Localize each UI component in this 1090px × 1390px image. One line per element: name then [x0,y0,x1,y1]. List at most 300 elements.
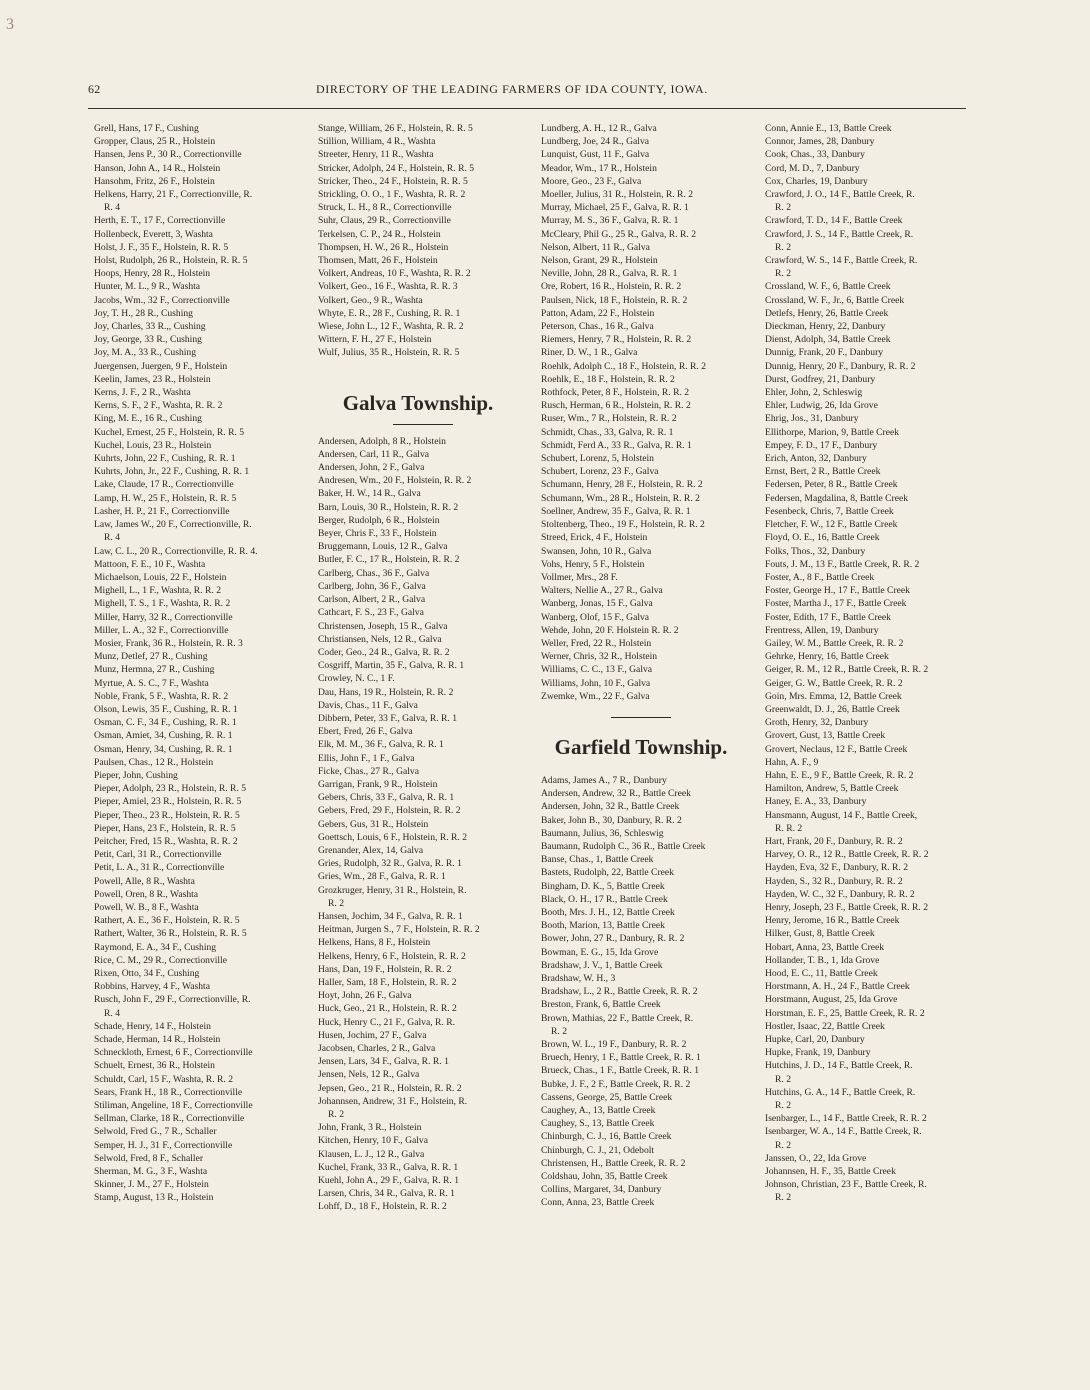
directory-entry: Ellithorpe, Marion, 9, Battle Creek [765,426,900,438]
directory-entry: Stricker, Adolph, 24 F., Holstein, R. R. 5 [318,162,475,174]
garfield-top-rule [611,717,671,718]
directory-entry: Grell, Hans, 17 F., Cushing [94,123,199,134]
directory-entry: Andersen, John, 32 R., Battle Creek [541,801,680,813]
directory-entry: Hart, Frank, 20 F., Danbury, R. R. 2 [765,835,903,847]
directory-entry: Carlson, Albert, 2 R., Galva [318,594,426,606]
directory-entry: Joy, George, 33 R., Cushing [94,334,202,346]
directory-entry: Lamp, H. W., 25 F., Holstein, R. R. 5 [94,492,237,504]
directory-entry: Myrtue, A. S. C., 7 F., Washta [94,677,209,689]
directory-entry: Suhr, Claus, 29 R., Correctionville [318,215,451,227]
directory-entry: McCleary, Phil G., 25 R., Galva, R. R. 2 [541,228,696,240]
directory-entry: Dunnig, Henry, 20 F., Danbury, R. R. 2 [765,360,916,372]
galva-township-list [318,435,528,1214]
directory-entry: Stamp, August, 13 R., Holstein [94,1192,214,1204]
directory-entry: Ehler, Ludwig, 26, Ida Grove [765,400,878,412]
directory-entry: Henry, Jerome, 16 R., Battle Creek [765,915,900,927]
directory-entry: Booth, Marion, 13, Battle Creek [541,920,665,932]
directory-entry: Ernst, Bert, 2 R., Battle Creek [765,466,881,478]
directory-entry: R. 2 [775,1192,791,1204]
directory-entry: Dau, Hans, 19 R., Holstein, R. R. 2 [318,686,454,698]
directory-entry: R. 2 [328,897,344,909]
directory-entry: Noble, Frank, 5 F., Washta, R. R. 2 [94,690,229,702]
directory-entry: Holst, Rudolph, 26 R., Holstein, R. R. 5 [94,255,248,267]
directory-entry: Janssen, O., 22, Ida Grove [765,1152,867,1164]
directory-entry: Grenander, Alex, 14, Galva [318,844,424,856]
directory-entry: Hayden, S., 32 R., Danbury, R. R. 2 [765,875,903,887]
directory-entry: Williams, C. C., 13 F., Galva [541,664,653,676]
directory-entry: Detlefs, Henry, 26, Battle Creek [765,307,889,319]
directory-entry: Kuhrts, John, Jr., 22 F., Cushing, R. R. 1 [94,466,250,478]
directory-entry: Lundberg, Joe, 24 R., Galva [541,136,649,148]
directory-entry: Gropper, Claus, 25 R., Holstein [94,136,216,148]
directory-entry: Hans, Dan, 19 F., Holstein, R. R. 2 [318,963,452,975]
directory-entry: Foster, Martha J., 17 F., Battle Creek [765,598,907,610]
directory-entry: R. 4 [104,532,120,544]
directory-entry: Powell, W. B., 8 F., Washta [94,901,199,913]
directory-entry: Geiger, G. W., Battle Creek, R. R. 2 [765,677,903,689]
directory-entry: Keelin, James, 23 R., Holstein [94,373,211,385]
directory-entry: Riemers, Henry, 7 R., Holstein, R. R. 2 [541,334,692,346]
directory-entry: Ellis, John F., 1 F., Galva [318,752,415,764]
directory-entry: Crawford, J. O., 14 F., Battle Creek, R. [765,189,915,201]
directory-entry: Powell, Oren, 8 R., Washta [94,888,199,900]
directory-entry: Crossland, W. F., Jr., 6, Battle Creek [765,294,905,306]
directory-entry: Empey, F. D., 17 F., Danbury [765,439,878,451]
directory-entry: Baumann, Rudolph C., 36 R., Battle Creek [541,840,706,852]
directory-entry: Stricker, Theo., 24 F., Holstein, R. R. 5 [318,175,468,187]
directory-entry: Law, C. L., 20 R., Correctionville, R. R. 4. [94,545,258,557]
directory-entry: R. R. 2 [775,822,803,834]
directory-entry: R. 2 [775,268,791,280]
directory-entry: Hutchins, G. A., 14 F., Battle Creek, R. [765,1086,916,1098]
directory-entry: Wehde, John, 20 F. Holstein R. R. 2 [541,624,679,636]
directory-entry: Jensen, Lars, 34 F., Galva, R. R. 1 [318,1056,449,1068]
directory-entry: Kerns, J. F., 2 R., Washta [94,387,191,399]
directory-entry: Munz, Hermna, 27 R., Cushing [94,664,215,676]
directory-entry: Rathert, A. E., 36 F., Holstein, R. R. 5 [94,915,240,927]
directory-entry: Patton, Adam, 22 F., Holstein [541,307,655,319]
directory-entry: King, M. E., 16 R., Cushing [94,413,202,425]
directory-entry: Helkens, Hans, 8 F., Holstein [318,937,431,949]
directory-entry: Horstmann, A. H., 24 F., Battle Creek [765,981,910,993]
directory-entry: Schuldt, Carl, 15 F., Washta, R. R. 2 [94,1073,233,1085]
directory-entry: Cook, Chas., 33, Danbury [765,149,865,161]
directory-entry: Schubert, Lorenz, 23 F., Galva [541,466,659,478]
directory-entry: Bradshaw, J. V., 1, Battle Creek [541,959,663,971]
directory-entry: Hobart, Anna, 23, Battle Creek [765,941,885,953]
directory-entry: Christensen, Joseph, 15 R., Galva [318,620,448,632]
directory-entry: R. 2 [328,1109,344,1121]
directory-entry: Hollander, T. B., 1, Ida Grove [765,954,880,966]
directory-entry: Klausen, L. J., 12 R., Galva [318,1148,425,1160]
directory-entry: Hansohm, Fritz, 26 F., Holstein [94,175,215,187]
directory-entry: Moore, Geo., 23 F., Galva [541,175,642,187]
directory-entry: Grovert, Neclaus, 12 F., Battle Creek [765,743,908,755]
directory-entry: Paulsen, Chas., 12 R., Holstein [94,756,214,768]
directory-entry: Bradshaw, W. H., 3 [541,972,616,984]
directory-entry: Hupke, Carl, 20, Danbury [765,1034,865,1046]
directory-entry: Lasher, H. P., 21 F., Correctionville [94,505,230,517]
directory-entry: Floyd, O. E., 16, Battle Creek [765,532,880,544]
directory-entry: Federsen, Peter, 8 R., Battle Creek [765,479,898,491]
directory-entry: Dienst, Adolph, 34, Battle Creek [765,334,891,346]
directory-entry: Michaelson, Louis, 22 F., Holstein [94,571,227,583]
galva-township-heading: Galva Township. [342,390,494,415]
directory-entry: Bingham, D. K., 5, Battle Creek [541,880,665,892]
directory-entry: Volkert, Andreas, 10 F., Washta, R. R. 2 [318,268,471,280]
directory-entry: Holst, J. F., 35 F., Holstein, R. R. 5 [94,241,229,253]
directory-entry: Murray, Michael, 25 F., Galva, R. R. 1 [541,202,689,214]
directory-entry: Andersen, Adolph, 8 R., Holstein [318,435,446,447]
directory-entry: Roehlk, Adolph C., 18 F., Holstein, R. R. 2 [541,360,707,372]
directory-entry: Grovert, Gust, 13, Battle Creek [765,730,886,742]
directory-entry: Erich, Anton, 32, Danbury [765,453,867,465]
directory-entry: Strickling, O. O., 1 F., Washta, R. R. 2 [318,189,466,201]
directory-entry: Wittern, F. H., 27 F., Holstein [318,334,432,346]
directory-entry: Baker, H. W., 14 R., Galva [318,488,421,500]
directory-entry: Foster, Edith, 17 F., Battle Creek [765,611,891,623]
directory-entry: Garrigan, Frank, 9 R., Holstein [318,778,438,790]
directory-entry: Beyer, Chris F., 33 F., Holstein [318,528,437,540]
directory-entry: Walters, Nellie A., 27 R., Galva [541,585,663,597]
directory-entry: Wanberg, Jonas, 15 F., Galva [541,598,653,610]
directory-entry: Streeter, Henry, 11 R., Washta [318,149,434,161]
directory-entry: Banse, Chas., 1, Battle Creek [541,854,654,866]
directory-entry: Streed, Erick, 4 F., Holstein [541,532,648,544]
directory-entry: Schumann, Henry, 28 F., Holstein, R. R. 2 [541,479,703,491]
directory-entry: Meador, Wm., 17 R., Holstein [541,162,657,174]
directory-entry: Heitman, Jurgen S., 7 F., Holstein, R. R. 2 [318,924,480,936]
directory-entry: Coldshau, John, 35, Battle Creek [541,1171,668,1183]
directory-entry: John, Frank, 3 R., Holstein [318,1122,422,1134]
directory-entry: Chinburgh, C. J., 16, Battle Creek [541,1131,672,1143]
directory-entry: Jepsen, Geo., 21 R., Holstein, R. R. 2 [318,1082,462,1094]
directory-entry: Whyte, E. R., 28 F., Cushing, R. R. 1 [318,307,461,319]
directory-entry: Berger, Rudolph, 6 R., Holstein [318,514,440,526]
directory-entry: Hahn, E. E., 9 F., Battle Creek, R. R. 2 [765,769,914,781]
column-4 [765,122,975,1205]
garfield-township-heading: Garfield Township. [554,734,728,759]
directory-entry: Jensen, Nels, 12 R., Galva [318,1069,420,1081]
directory-entry: Gehrke, Henry, 16, Battle Creek [765,651,889,663]
header-rule [88,108,966,109]
directory-entry: Schumann, Wm., 28 R., Holstein, R. R. 2 [541,492,700,504]
directory-entry: Paulsen, Nick, 18 F., Holstein, R. R. 2 [541,294,688,306]
directory-entry: Helkens, Henry, 6 F., Holstein, R. R. 2 [318,950,466,962]
column-1 [94,122,304,1205]
directory-entry: Helkens, Harry, 21 F., Correctionville, R. [94,189,253,201]
directory-entry: Thompsen, H. W., 26 R., Holstein [318,241,449,253]
directory-entry: Hansen, Jens P., 30 R., Correctionville [94,149,242,161]
directory-entry: Nelson, Albert, 11 R., Galva [541,241,650,253]
directory-entry: Haller, Sam, 18 F., Holstein, R. R. 2 [318,976,457,988]
directory-entry: Federsen, Magdalina, 8, Battle Creek [765,492,909,504]
directory-entry: Roehlk, E., 18 F., Holstein, R. R. 2 [541,373,675,385]
directory-entry: Durst, Godfrey, 21, Danbury [765,373,876,385]
column-3 [541,122,751,1210]
directory-entry: Johannsen, H. F., 35, Battle Creek [765,1166,896,1178]
directory-entry: Osman, C. F., 34 F., Cushing, R. R. 1 [94,717,237,729]
directory-entry: Vollmer, Mrs., 28 F. [541,571,618,583]
directory-entry: Foster, A., 8 F., Battle Creek [765,571,875,583]
page-number: 62 [88,82,101,96]
directory-entry: Wiese, John L., 12 F., Washta, R. R. 2 [318,321,464,333]
directory-entry: Davis, Chas., 11 F., Galva [318,699,418,711]
directory-entry: Breston, Frank, 6, Battle Creek [541,999,661,1011]
directory-entry: Brown, W. L., 19 F., Danbury, R. R. 2 [541,1039,687,1050]
directory-entry: Caughey, A., 13, Battle Creek [541,1105,656,1117]
directory-entry: Isenbarger, W. A., 14 F., Battle Creek, R. [765,1126,922,1138]
directory-entry: Frentress, Allen, 19, Danbury [765,624,879,636]
directory-entry: Barn, Louis, 30 R., Holstein, R. R. 2 [318,501,459,513]
directory-entry: Andersen, Carl, 11 R., Galva [318,448,430,460]
directory-entry: Kitchen, Henry, 10 F., Galva [318,1135,428,1147]
directory-entry: Cord, M. D., 7, Danbury [765,162,860,174]
directory-entry: Gries, Wm., 28 F., Galva, R. R. 1 [318,871,446,883]
directory-entry: Fletcher, F. W., 12 F., Battle Creek [765,519,898,531]
margin-pencil-mark: 3 [6,16,14,33]
directory-entry: Andersen, John, 2 F., Galva [318,462,425,474]
directory-entry: Carlberg, Chas., 36 F., Galva [318,567,430,579]
directory-entry: Hupke, Frank, 19, Danbury [765,1047,871,1059]
directory-entry: Schmidt, Ferd A., 33 R., Galva, R. R. 1 [541,439,692,451]
directory-entry: Connor, James, 28, Danbury [765,136,875,148]
directory-entry: Caughey, S., 13, Battle Creek [541,1118,655,1130]
directory-entry: Ehrig, Jos., 31, Danbury [765,413,859,425]
directory-entry: Huck, Henry C., 21 F., Galva, R. R. [318,1016,455,1028]
directory-entry: Bubke, J. F., 2 F., Battle Creek, R. R. 2 [541,1078,691,1090]
directory-entry: Peterson, Chas., 16 R., Galva [541,321,654,333]
directory-entry: Elk, M. M., 36 F., Galva, R. R. 1 [318,739,444,751]
directory-entry: Stiliman, Angeline, 18 F., Correctionville [94,1100,253,1112]
directory-entry: Sherman, M. G., 3 F., Washta [94,1166,208,1178]
directory-entry: Bradshaw, L., 2 R., Battle Creek, R. R. 2 [541,986,698,998]
directory-entry: Mattoon, F. E., 10 F., Washta [94,558,206,570]
directory-entry: Stillion, William, 4 R., Washta [318,136,436,148]
directory-entry: Mosier, Frank, 36 R., Holstein, R. R. 3 [94,637,243,649]
directory-entry: Dibbern, Peter, 33 F., Galva, R. R. 1 [318,712,458,724]
directory-entry: Dieckman, Henry, 22, Danbury [765,321,886,333]
directory-entry: Rixen, Otto, 34 F., Cushing [94,968,200,979]
directory-entry: Nelson, Grant, 29 R., Holstein [541,255,658,267]
directory-entry: Kuchel, Ernest, 25 F., Holstein, R. R. 5 [94,426,245,438]
directory-entry: Sears, Frank H., 18 R., Correctionville [94,1086,243,1098]
directory-entry: Struck, L. H., 8 R., Correctionville [318,202,452,214]
directory-entry: Johannsen, Andrew, 31 F., Holstein, R. [318,1095,468,1107]
directory-entry: Baumann, Julius, 36, Schleswig [541,827,664,839]
directory-entry: Schneckloth, Ernest, 6 F., Correctionville [94,1047,253,1059]
directory-entry: Lake, Claude, 17 R., Correctionville [94,479,234,491]
directory-entry: Hood, E. C., 11, Battle Creek [765,968,878,979]
directory-entry: Hostler, Isaac, 22, Battle Creek [765,1020,885,1032]
directory-entry: Chinburgh, C. J., 21, Odebolt [541,1144,655,1156]
directory-entry: Hansen, Jochim, 34 F., Galva, R. R. 1 [318,910,463,922]
directory-entry: Lohff, D., 18 F., Holstein, R. R. 2 [318,1201,447,1213]
directory-entry: Bower, John, 27 R., Danbury, R. R. 2 [541,933,685,945]
directory-entry: Lunquist, Gust, 11 F., Galva [541,149,650,161]
directory-entry: Schuelt, Ernest, 36 R., Holstein [94,1060,215,1072]
directory-entry: Adams, James A., 7 R., Danbury [541,774,667,786]
directory-entry: Jacobsen, Charles, 2 R., Galva [318,1043,436,1054]
directory-entry: Schade, Herman, 14 R., Holstein [94,1034,221,1046]
garfield-township-list [541,774,751,1210]
directory-entry: Ehler, John, 2, Schleswig [765,387,863,399]
directory-entry: Werner, Chris, 32 R., Holstein [541,651,658,663]
directory-entry: Fesenbeck, Chris, 7, Battle Creek [765,505,894,517]
directory-entry: Haney, E. A., 33, Danbury [765,796,867,808]
directory-entry: Weller, Fred, 22 R., Holstein [541,637,652,649]
directory-entry: Gebers, Chris, 33 F., Galva, R. R. 1 [318,792,455,804]
directory-entry: Schade, Henry, 14 F., Holstein [94,1020,211,1032]
directory-entry: Skinner, J. M., 27 F., Holstein [94,1179,209,1191]
directory-entry: Selwold, Fred, 8 F., Schaller [94,1152,204,1164]
directory-entry: R. 2 [551,1025,567,1037]
directory-entry: Hayden, W. C., 32 F., Danbury, R. R. 2 [765,888,915,900]
directory-entry: Soellner, Andrew, 35 F., Galva, R. R. 1 [541,505,691,517]
directory-entry: Murray, M. S., 36 F., Galva, R. R. 1 [541,215,679,227]
directory-entry: R. 2 [775,1139,791,1151]
directory-entry: Gebers, Gus, 31 R., Holstein [318,818,429,830]
directory-entry: Kuhrts, John, 22 F., Cushing, R. R. 1 [94,453,236,465]
directory-entry: Huck, Geo., 21 R., Holstein, R. R. 2 [318,1003,457,1015]
directory-entry: Juergensen, Juergen, 9 F., Holstein [94,360,228,372]
directory-entry: Larsen, Chris, 34 R., Galva, R. R. 1 [318,1188,455,1200]
directory-entry: Pieper, Hans, 23 F., Holstein, R. R. 5 [94,822,236,834]
directory-entry: Kerns, S. F., 2 F., Washta, R. R. 2 [94,400,223,412]
directory-entry: Hanson, John A., 14 R., Holstein [94,162,221,174]
directory-entry: Neville, John, 28 R., Galva, R. R. 1 [541,268,678,280]
directory-entry: Johnson, Christian, 23 F., Battle Creek, R. [765,1179,927,1191]
directory-entry: Kuchel, Louis, 23 R., Holstein [94,439,212,451]
directory-entry: Zwemke, Wm., 22 F., Galva [541,690,650,702]
directory-entry: Conn, Anna, 23, Battle Creek [541,1197,655,1209]
directory-entry: Stange, William, 26 F., Holstein, R. R. 5 [318,123,473,134]
galva-heading-rule [393,424,453,425]
directory-entry: Brueck, Chas., 1 F., Battle Creek, R. R. 1 [541,1065,700,1077]
directory-entry: Swansen, John, 10 R., Galva [541,545,652,557]
directory-entry: Robbins, Harvey, 4 F., Washta [94,981,210,993]
running-title: DIRECTORY OF THE LEADING FARMERS OF IDA COUNTY, IOWA. [316,82,708,96]
directory-entry: Rothfock, Peter, 8 F., Holstein, R. R. 2 [541,387,690,399]
directory-entry: Hansmann, August, 14 F., Battle Creek, [765,809,918,821]
directory-entry: Osman, Henry, 34, Cushing, R. R. 1 [94,743,233,755]
directory-entry: Crossland, W. F., 6, Battle Creek [765,281,891,293]
directory-entry: Grozkruger, Henry, 31 R., Holstein, R. [318,884,467,896]
directory-entry: Brown, Mathias, 22 F., Battle Creek, R. [541,1012,694,1024]
directory-entry: Herth, E. T., 17 F., Correctionville [94,215,226,227]
directory-entry: Ruser, Wm., 7 R., Holstein, R. R. 2 [541,413,677,425]
directory-entry: Goettsch, Louis, 6 F., Holstein, R. R. 2 [318,831,468,843]
directory-entry: Carlberg, John, 36 F., Galva [318,580,426,592]
directory-entry: Coder, Geo., 24 R., Galva, R. R. 2 [318,646,450,658]
directory-entry: R. 2 [775,1100,791,1112]
directory-entry: Crawford, T. D., 14 F., Battle Creek [765,215,903,227]
directory-entry: Black, O. H., 17 R., Battle Creek [541,893,668,905]
directory-entry: Rice, C. M., 29 R., Correctionville [94,954,227,966]
directory-entry: Rusch, Herman, 6 R., Holstein, R. R. 2 [541,400,691,412]
directory-entry: Pieper, John, Cushing [94,769,178,781]
directory-entry: Crowley, N. C., 1 F. [318,673,395,685]
directory-entry: Hilker, Gust, 8, Battle Creek [765,928,875,940]
directory-entry: Gebers, Fred, 29 F., Holstein, R. R. 2 [318,805,461,817]
directory-entry: Vohs, Henry, 5 F., Holstein [541,558,645,570]
directory-entry: Bastets, Rudolph, 22, Battle Creek [541,867,674,879]
directory-entry: Joy, T. H., 28 R., Cushing [94,307,193,319]
directory-entry: Hayden, Eva, 32 F., Danbury, R. R. 2 [765,862,909,874]
directory-entry: Husen, Jochim, 27 F., Galva [318,1029,427,1041]
directory-entry: Osman, Amiet, 34, Cushing, R. R. 1 [94,730,233,742]
directory-entry: Henry, Joseph, 23 F., Battle Creek, R. R. 2 [765,901,929,913]
directory-entry: Bowman, E. G., 15, Ida Grove [541,946,659,958]
directory-entry: Volkert, Geo., 9 R., Washta [318,294,423,306]
directory-entry: Schubert, Lorenz, 5, Holstein [541,453,654,465]
directory-entry: Hahn, A. F., 9 [765,756,819,768]
directory-entry: Christiansen, Nels, 12 R., Galva [318,633,442,645]
directory-entry: Hutchins, J. D., 14 F., Battle Creek, R. [765,1060,913,1072]
column-2-top-list [318,122,528,360]
directory-entry: Dunnig, Frank, 20 F., Danbury [765,347,884,359]
directory-entry: Gries, Rudolph, 32 R., Galva, R. R. 1 [318,858,462,870]
directory-entry: Munz, Detlef, 27 R., Cushing [94,651,208,663]
directory-entry: Powell, Alle, 8 R., Washta [94,875,195,887]
directory-entry: Ficke, Chas., 27 R., Galva [318,765,419,777]
directory-entry: Kuehl, John A., 29 F., Galva, R. R. 1 [318,1175,460,1187]
directory-entry: Gailey, W. M., Battle Creek, R. R. 2 [765,637,904,649]
directory-entry: Ore, Robert, 16 R., Holstein, R. R. 2 [541,281,682,293]
directory-entry: Andersen, Andrew, 32 R., Battle Creek [541,788,691,800]
column-3-top-list [541,122,751,703]
page-header [88,82,968,102]
column-2 [318,122,528,1214]
directory-entry: Rathert, Walter, 36 R., Holstein, R. R. 5 [94,928,247,940]
directory-entry: Wulf, Julius, 35 R., Holstein, R. R. 5 [318,347,460,359]
directory-entry: Sellman, Clarke, 18 R., Correctionville [94,1113,245,1125]
directory-entry: Miller, Harry, 32 R., Correctionville [94,611,233,623]
directory-entry: Hoops, Henry, 28 R., Holstein [94,268,211,280]
directory-entry: Semper, H. J., 31 F., Correctionville [94,1139,233,1151]
directory-entry: Kuchel, Frank, 33 R., Galva, R. R. 1 [318,1161,459,1173]
directory-entry: R. 2 [775,1073,791,1085]
directory-entry: Stoltenberg, Theo., 19 F., Holstein, R. R. 2 [541,519,705,531]
directory-entry: Isenbarger, L., 14 F., Battle Creek, R. R. 2 [765,1113,927,1125]
directory-entry: Rusch, John F., 29 F., Correctionville, R. [94,994,251,1006]
directory-entry: Hamilton, Andrew, 5, Battle Creek [765,783,899,795]
directory-entry: Cathcart, F. S., 23 F., Galva [318,607,424,619]
directory-entry: Cox, Charles, 19, Danbury [765,175,868,187]
directory-entry: Thomsen, Matt, 26 F., Holstein [318,255,438,267]
directory-entry: Joy, Charles, 33 R.,, Cushing [94,321,206,333]
directory-entry: Peitcher, Fred, 15 R., Washta, R. R. 2 [94,835,238,847]
directory-entry: Fouts, J. M., 13 F., Battle Creek, R. R. 2 [765,558,920,570]
directory-entry: Wanberg, Olof, 15 F., Galva [541,611,650,623]
directory-entry: Crawford, J. S., 14 F., Battle Creek, R. [765,228,914,240]
directory-entry: Petit, L. A., 31 R., Correctionville [94,862,225,874]
directory-entry: Schmidt, Chas., 33, Galva, R. R. 1 [541,426,674,438]
directory-entry: Volkert, Geo., 16 F., Washta, R. R. 3 [318,281,458,293]
directory-entry: Raymond, E. A., 34 F., Cushing [94,941,217,953]
directory-entry: Hoyt, John, 26 F., Galva [318,990,412,1002]
directory-entry: Pieper, Amiel, 23 R., Holstein, R. R. 5 [94,796,242,808]
directory-entry: Bruech, Henry, 1 F., Battle Creek, R. R. 1 [541,1052,701,1064]
directory-entry: Goin, Mrs. Emma, 12, Battle Creek [765,690,902,702]
directory-entry: R. 2 [775,202,791,214]
directory-entry: Mighell, L., 1 F., Washta, R. R. 2 [94,585,221,597]
directory-entry: Butler, F. C., 17 R., Holstein, R. R. 2 [318,554,460,566]
directory-entry: Horstmann, August, 25, Ida Grove [765,994,898,1006]
directory-entry: Williams, John, 10 F., Galva [541,677,651,689]
directory-entry: Jacobs, Wm., 32 F., Correctionville [94,294,230,306]
directory-entry: Cosgriff, Martin, 35 F., Galva, R. R. 1 [318,660,465,672]
